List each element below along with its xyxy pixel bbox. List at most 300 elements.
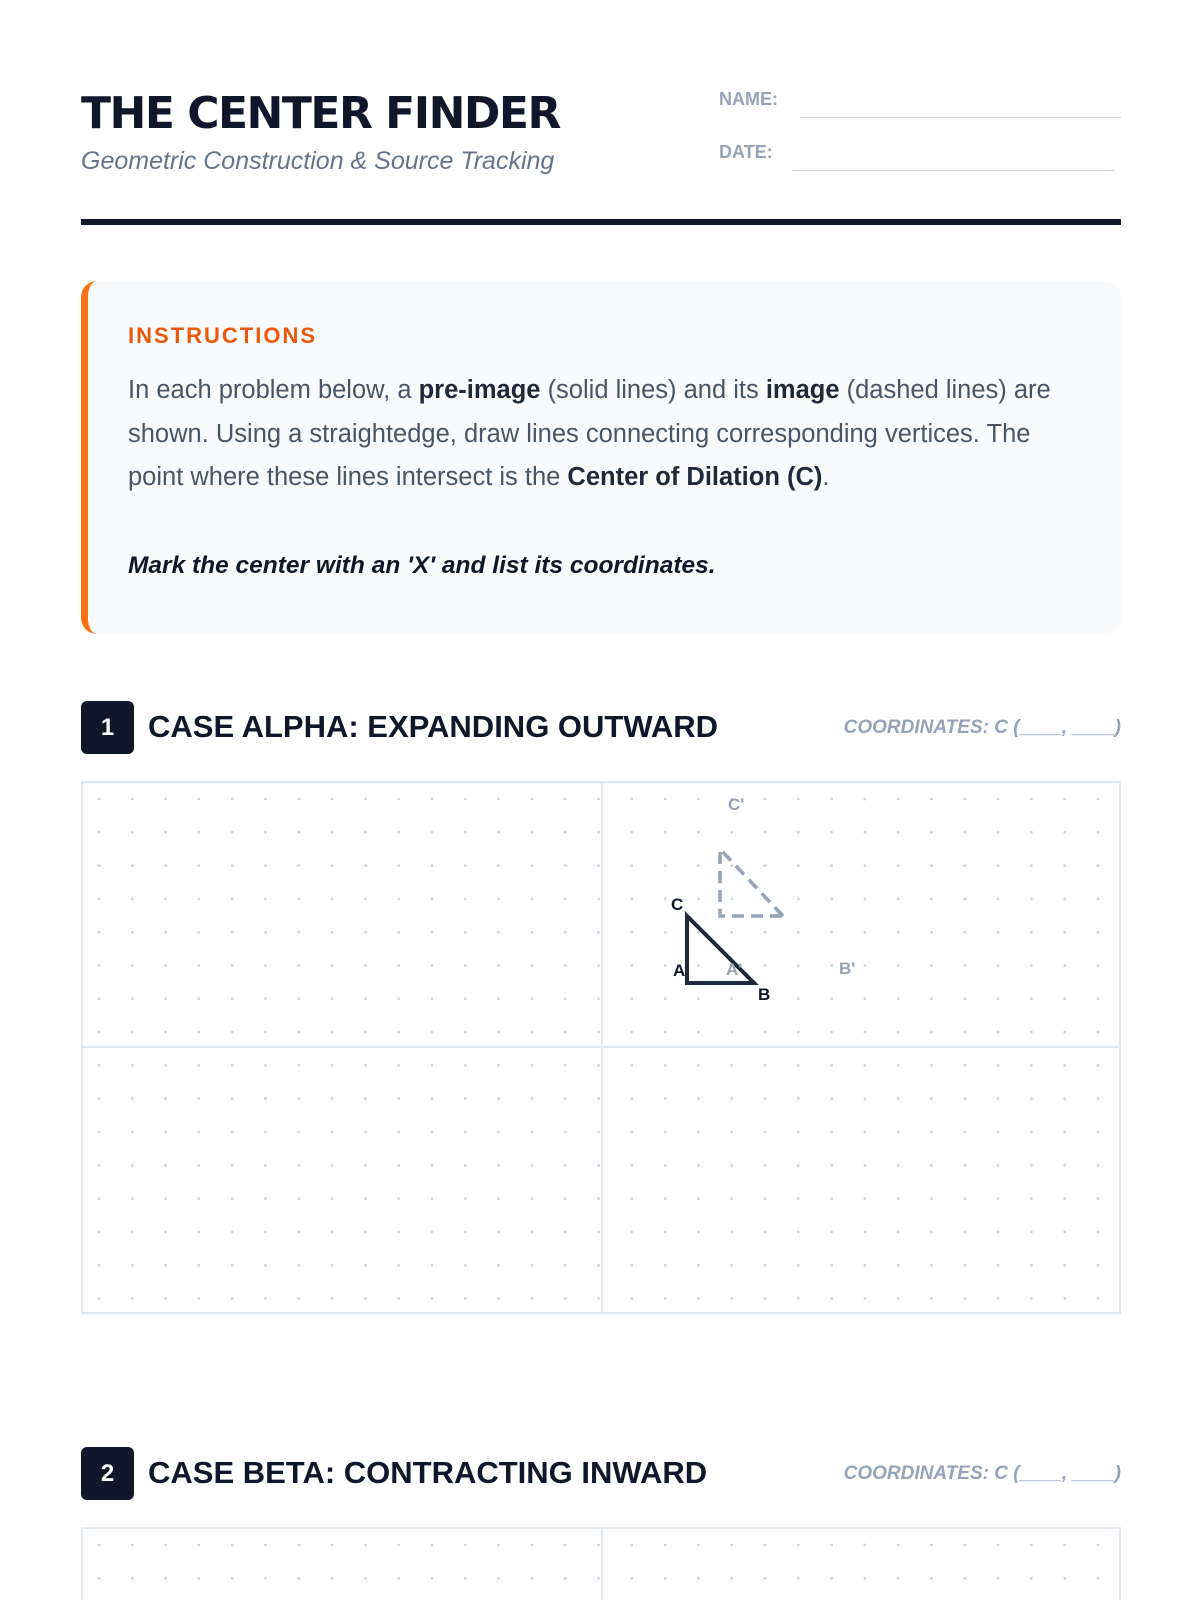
grid-dot [264, 1197, 267, 1200]
grid-dot [830, 1544, 833, 1547]
dot-grid-canvas[interactable] [83, 783, 1121, 1314]
grid-dot [597, 798, 600, 801]
grid-dot [963, 798, 966, 801]
grid-dot [1063, 1097, 1066, 1100]
grid-dot [1063, 1064, 1066, 1067]
grid-dot [1097, 1264, 1100, 1267]
grid-dot [664, 964, 667, 967]
grid-dot [997, 1297, 1000, 1300]
grid-dot [297, 1031, 300, 1034]
grid-dot [1030, 864, 1033, 867]
grid-dot [1097, 1164, 1100, 1167]
term-image: image [765, 376, 840, 404]
coordinates-answer-field[interactable]: COORDINATES: C (____, ____) [843, 717, 1121, 738]
grid-dot [364, 997, 367, 1000]
header-divider [81, 219, 1121, 225]
grid-dot [897, 1064, 900, 1067]
grid-dot [464, 1577, 467, 1580]
grid-dot [464, 1031, 467, 1034]
grid-dot [464, 1297, 467, 1300]
grid-dot [264, 1264, 267, 1267]
grid-dot [664, 864, 667, 867]
grid-dot [497, 1544, 500, 1547]
grid-dot [98, 1131, 101, 1134]
grid-dot [331, 898, 334, 901]
grid-dot [930, 997, 933, 1000]
grid-dot [764, 831, 767, 834]
grid-dot [231, 898, 234, 901]
grid-dot [231, 1064, 234, 1067]
grid-dot [864, 1031, 867, 1034]
grid-dot [1097, 798, 1100, 801]
grid-dot [497, 831, 500, 834]
grid-dot [630, 931, 633, 934]
grid-dot [630, 997, 633, 1000]
grid-dot [164, 964, 167, 967]
grid-dot [497, 1131, 500, 1134]
grid-dot [864, 931, 867, 934]
grid-dots [98, 798, 1100, 1300]
grid-dot [797, 1264, 800, 1267]
grid-dot [397, 1231, 400, 1234]
grid-dot [997, 864, 1000, 867]
grid-dot [1030, 1131, 1033, 1134]
grid-dot [1063, 1031, 1066, 1034]
grid-dot [464, 1164, 467, 1167]
grid-dot [730, 1577, 733, 1580]
grid-dot [830, 1164, 833, 1167]
grid-dot [331, 997, 334, 1000]
grid-dot [264, 1577, 267, 1580]
grid-dot [797, 1231, 800, 1234]
grid-dot [764, 864, 767, 867]
grid-dot [431, 1097, 434, 1100]
grid-dot [730, 1097, 733, 1100]
grid-dot [897, 1231, 900, 1234]
grid-dot [531, 864, 534, 867]
grid-dot [397, 1031, 400, 1034]
grid-dot [1030, 1197, 1033, 1200]
grid-dot [830, 1297, 833, 1300]
grid-dot [297, 931, 300, 934]
grid-dot [764, 1131, 767, 1134]
grid-dot [364, 1231, 367, 1234]
grid-dot [730, 1231, 733, 1234]
grid-dot [963, 1264, 966, 1267]
grid-dot [531, 1544, 534, 1547]
grid-dot [997, 1197, 1000, 1200]
grid-dot [198, 1197, 201, 1200]
grid-dot [697, 831, 700, 834]
grid-dot [930, 1264, 933, 1267]
grid-dot [1030, 997, 1033, 1000]
grid-dot [830, 1064, 833, 1067]
grid-dot [364, 1097, 367, 1100]
grid-dot [830, 1131, 833, 1134]
grid-dot [497, 898, 500, 901]
date-field[interactable] [792, 170, 1114, 171]
grid-dot [730, 1264, 733, 1267]
grid-dot [231, 931, 234, 934]
grid-dot [597, 1031, 600, 1034]
grid-dot [231, 1577, 234, 1580]
grid-dot [830, 1231, 833, 1234]
coordinates-answer-field[interactable]: COORDINATES: C (____, ____) [843, 1463, 1121, 1484]
grid-dot [531, 1031, 534, 1034]
grid-dot [997, 1097, 1000, 1100]
grid-dot [730, 864, 733, 867]
grid-dot [697, 1231, 700, 1234]
instructions-title: INSTRUCTIONS [128, 323, 317, 348]
grid-dot [164, 931, 167, 934]
grid-dot [864, 798, 867, 801]
grid-dot [297, 964, 300, 967]
grid-dot [264, 798, 267, 801]
grid-dot [198, 1031, 201, 1034]
grid-dot [963, 864, 966, 867]
grid-dot [1063, 1197, 1066, 1200]
grid-dot [764, 1577, 767, 1580]
grid-dot [331, 1131, 334, 1134]
grid-dot [198, 864, 201, 867]
grid-dot [497, 1164, 500, 1167]
grid-dot [864, 1544, 867, 1547]
grid-dot [331, 1097, 334, 1100]
grid-dot [131, 1231, 134, 1234]
grid-dot [1030, 1164, 1033, 1167]
grid-dot [963, 1577, 966, 1580]
grid-dot [1063, 1577, 1066, 1580]
grid-dot [364, 1577, 367, 1580]
grid-dot [397, 997, 400, 1000]
grid-dot [664, 1164, 667, 1167]
grid-dot [131, 1164, 134, 1167]
grid-dot [564, 798, 567, 801]
grid-dot [364, 831, 367, 834]
grid-dot [897, 1131, 900, 1134]
grid-dot [864, 1197, 867, 1200]
vertex-label-b-prime: B' [839, 959, 856, 978]
grid-dot [930, 898, 933, 901]
grid-dot [464, 1544, 467, 1547]
grid-dot [664, 1197, 667, 1200]
grid-dot [697, 931, 700, 934]
grid-dot [764, 1164, 767, 1167]
grid-dot [664, 1031, 667, 1034]
grid-dot [531, 1164, 534, 1167]
grid-dot [164, 1131, 167, 1134]
grid-dot [1030, 898, 1033, 901]
grid-dot [131, 1197, 134, 1200]
grid-dot [531, 1197, 534, 1200]
grid-dot [98, 831, 101, 834]
grid-dot [997, 1031, 1000, 1034]
grid-dot [564, 1131, 567, 1134]
grid-dot [597, 1577, 600, 1580]
grid-dot [597, 931, 600, 934]
grid-dot [930, 1297, 933, 1300]
grid-dot [697, 1064, 700, 1067]
grid-dot [797, 1197, 800, 1200]
grid-dot [697, 1097, 700, 1100]
grid-dot [364, 1131, 367, 1134]
grid-dot [497, 798, 500, 801]
grid-dot [830, 864, 833, 867]
grid-dot [431, 1031, 434, 1034]
grid-dot [797, 964, 800, 967]
grid-dot [198, 1131, 201, 1134]
grid-dot [597, 1064, 600, 1067]
grid-dot [98, 1297, 101, 1300]
grid-dot [664, 1544, 667, 1547]
grid-dot [231, 997, 234, 1000]
grid-dot [431, 1131, 434, 1134]
grid-dot [997, 1577, 1000, 1580]
grid-dot [864, 1064, 867, 1067]
grid-dot [1063, 1131, 1066, 1134]
grid-dot [331, 831, 334, 834]
grid-dot [231, 1264, 234, 1267]
grid-dot [697, 798, 700, 801]
grid-dot [797, 864, 800, 867]
grid-dot [730, 1131, 733, 1134]
grid-dot [364, 931, 367, 934]
grid-dot [131, 831, 134, 834]
grid-dot [997, 1231, 1000, 1234]
grid-dot [930, 931, 933, 934]
grid-dot [664, 1231, 667, 1234]
grid-dot [397, 964, 400, 967]
grid-dot [331, 1577, 334, 1580]
grid-dot [364, 1264, 367, 1267]
grid-dot [264, 1544, 267, 1547]
grid-dot [297, 1264, 300, 1267]
grid-dot [1030, 1577, 1033, 1580]
grid-dot [1030, 1297, 1033, 1300]
grid-dot [198, 997, 201, 1000]
grid-dot [864, 964, 867, 967]
grid-dot [797, 798, 800, 801]
grid-dot [897, 1097, 900, 1100]
grid-dot [198, 798, 201, 801]
grid-dot [1030, 964, 1033, 967]
grid-dot [264, 1231, 267, 1234]
grid-dot [98, 1197, 101, 1200]
grid-dot [397, 1264, 400, 1267]
grid-dot [431, 1064, 434, 1067]
grid-dot [864, 1231, 867, 1234]
name-field[interactable] [801, 117, 1121, 118]
grid-dot [531, 1097, 534, 1100]
grid-dot [497, 997, 500, 1000]
grid-dot [697, 997, 700, 1000]
grid-dot [264, 1031, 267, 1034]
grid-dot [464, 864, 467, 867]
grid-dot [264, 997, 267, 1000]
grid-dot [597, 1264, 600, 1267]
grid-dot [630, 864, 633, 867]
grid-dot [830, 831, 833, 834]
grid-dot [198, 1164, 201, 1167]
grid-dot [1097, 1197, 1100, 1200]
grid-dot [564, 1031, 567, 1034]
grid-dot [797, 1544, 800, 1547]
grid-dot [397, 1164, 400, 1167]
grid-dot [630, 831, 633, 834]
grid-dot [930, 1231, 933, 1234]
grid-dot [564, 1164, 567, 1167]
grid-dot [431, 1231, 434, 1234]
grid-dot [697, 1577, 700, 1580]
grid-dot [997, 798, 1000, 801]
grid-dot [830, 964, 833, 967]
grid-dot [963, 1131, 966, 1134]
grid-dot [597, 1131, 600, 1134]
grid-dot [331, 1164, 334, 1167]
grid-dot [764, 1064, 767, 1067]
grid-dot [364, 798, 367, 801]
grid-dot [497, 1264, 500, 1267]
grid-dot [997, 1064, 1000, 1067]
grid-dot [997, 1164, 1000, 1167]
grid-dots [98, 1544, 1100, 1600]
problem-2-header [81, 1447, 1121, 1501]
grid-dot [897, 931, 900, 934]
grid-dot [630, 1231, 633, 1234]
grid-dot [830, 1577, 833, 1580]
grid-dot [697, 1297, 700, 1300]
grid-dot [264, 1164, 267, 1167]
grid-dot [930, 1131, 933, 1134]
grid-dot [897, 1264, 900, 1267]
grid-dot [131, 1297, 134, 1300]
grid-dot [564, 1064, 567, 1067]
grid-dot [497, 964, 500, 967]
grid-dot [830, 798, 833, 801]
grid-dot [564, 1264, 567, 1267]
grid-dot [1063, 798, 1066, 801]
grid-dot [98, 864, 101, 867]
grid-dot [830, 931, 833, 934]
grid-dot [297, 798, 300, 801]
grid-dot [664, 1097, 667, 1100]
grid-dot [764, 1197, 767, 1200]
grid-dot [597, 1231, 600, 1234]
grid-dot [764, 931, 767, 934]
grid-dot [131, 1577, 134, 1580]
grid-dot [297, 1097, 300, 1100]
grid-dot [98, 1264, 101, 1267]
vertex-label-c: C [671, 895, 684, 914]
grid-dot [231, 1297, 234, 1300]
grid-dot [198, 1097, 201, 1100]
grid-dot [864, 864, 867, 867]
grid-dot [664, 898, 667, 901]
grid-dot [963, 898, 966, 901]
grid-dot [764, 1544, 767, 1547]
grid-dot [264, 831, 267, 834]
grid-dot [198, 1544, 201, 1547]
grid-dot [897, 964, 900, 967]
grid-dot [897, 997, 900, 1000]
grid-dot [564, 898, 567, 901]
grid-dot [264, 1297, 267, 1300]
grid-dot [564, 997, 567, 1000]
grid-dot [198, 1264, 201, 1267]
grid-dot [930, 1544, 933, 1547]
grid-dot [630, 898, 633, 901]
grid-dot [98, 1097, 101, 1100]
grid-dot [697, 864, 700, 867]
grid-dot [164, 1064, 167, 1067]
grid-dot [997, 931, 1000, 934]
worksheet-page [81, 0, 1121, 1600]
grid-dot [597, 1097, 600, 1100]
grid-dot [664, 997, 667, 1000]
instructions-note: Mark the center with an 'X' and list its coordinates. [128, 552, 716, 579]
grid-dot [98, 1031, 101, 1034]
grid-dot [897, 1577, 900, 1580]
grid-dot [1097, 1097, 1100, 1100]
grid-dot [131, 1097, 134, 1100]
problem-2-grid[interactable] [81, 1527, 1121, 1600]
grid-dot [497, 931, 500, 934]
problem-1-grid[interactable] [81, 781, 1121, 1314]
grid-dot [431, 1264, 434, 1267]
grid-dot [264, 931, 267, 934]
grid-dot [297, 1131, 300, 1134]
grid-dot [397, 1197, 400, 1200]
grid-dot [164, 1231, 167, 1234]
grid-dot [464, 1264, 467, 1267]
grid-dot [1097, 1577, 1100, 1580]
grid-dot [397, 931, 400, 934]
grid-dot [431, 1577, 434, 1580]
grid-dot [198, 1231, 201, 1234]
grid-dot [764, 1297, 767, 1300]
grid-dot [897, 898, 900, 901]
grid-dot [231, 1031, 234, 1034]
grid-dot [1097, 1131, 1100, 1134]
grid-dot [730, 997, 733, 1000]
grid-dot [397, 1577, 400, 1580]
grid-dot [531, 831, 534, 834]
dot-grid-canvas[interactable] [83, 1529, 1121, 1600]
grid-dot [564, 1297, 567, 1300]
grid-dot [1097, 1544, 1100, 1547]
grid-dot [531, 1231, 534, 1234]
grid-dot [364, 898, 367, 901]
grid-dot [131, 864, 134, 867]
grid-dot [164, 1197, 167, 1200]
grid-dot [464, 1131, 467, 1134]
grid-dot [364, 1064, 367, 1067]
grid-dot [864, 898, 867, 901]
grid-dot [431, 798, 434, 801]
grid-dot [630, 1197, 633, 1200]
grid-dot [830, 1264, 833, 1267]
grid-dot [1097, 964, 1100, 967]
grid-dot [1063, 931, 1066, 934]
grid-dot [630, 1031, 633, 1034]
grid-dot [164, 1544, 167, 1547]
grid-dot [997, 831, 1000, 834]
grid-dot [464, 1231, 467, 1234]
grid-dot [1097, 997, 1100, 1000]
grid-dot [697, 1197, 700, 1200]
grid-dot [164, 898, 167, 901]
grid-dot [664, 1577, 667, 1580]
